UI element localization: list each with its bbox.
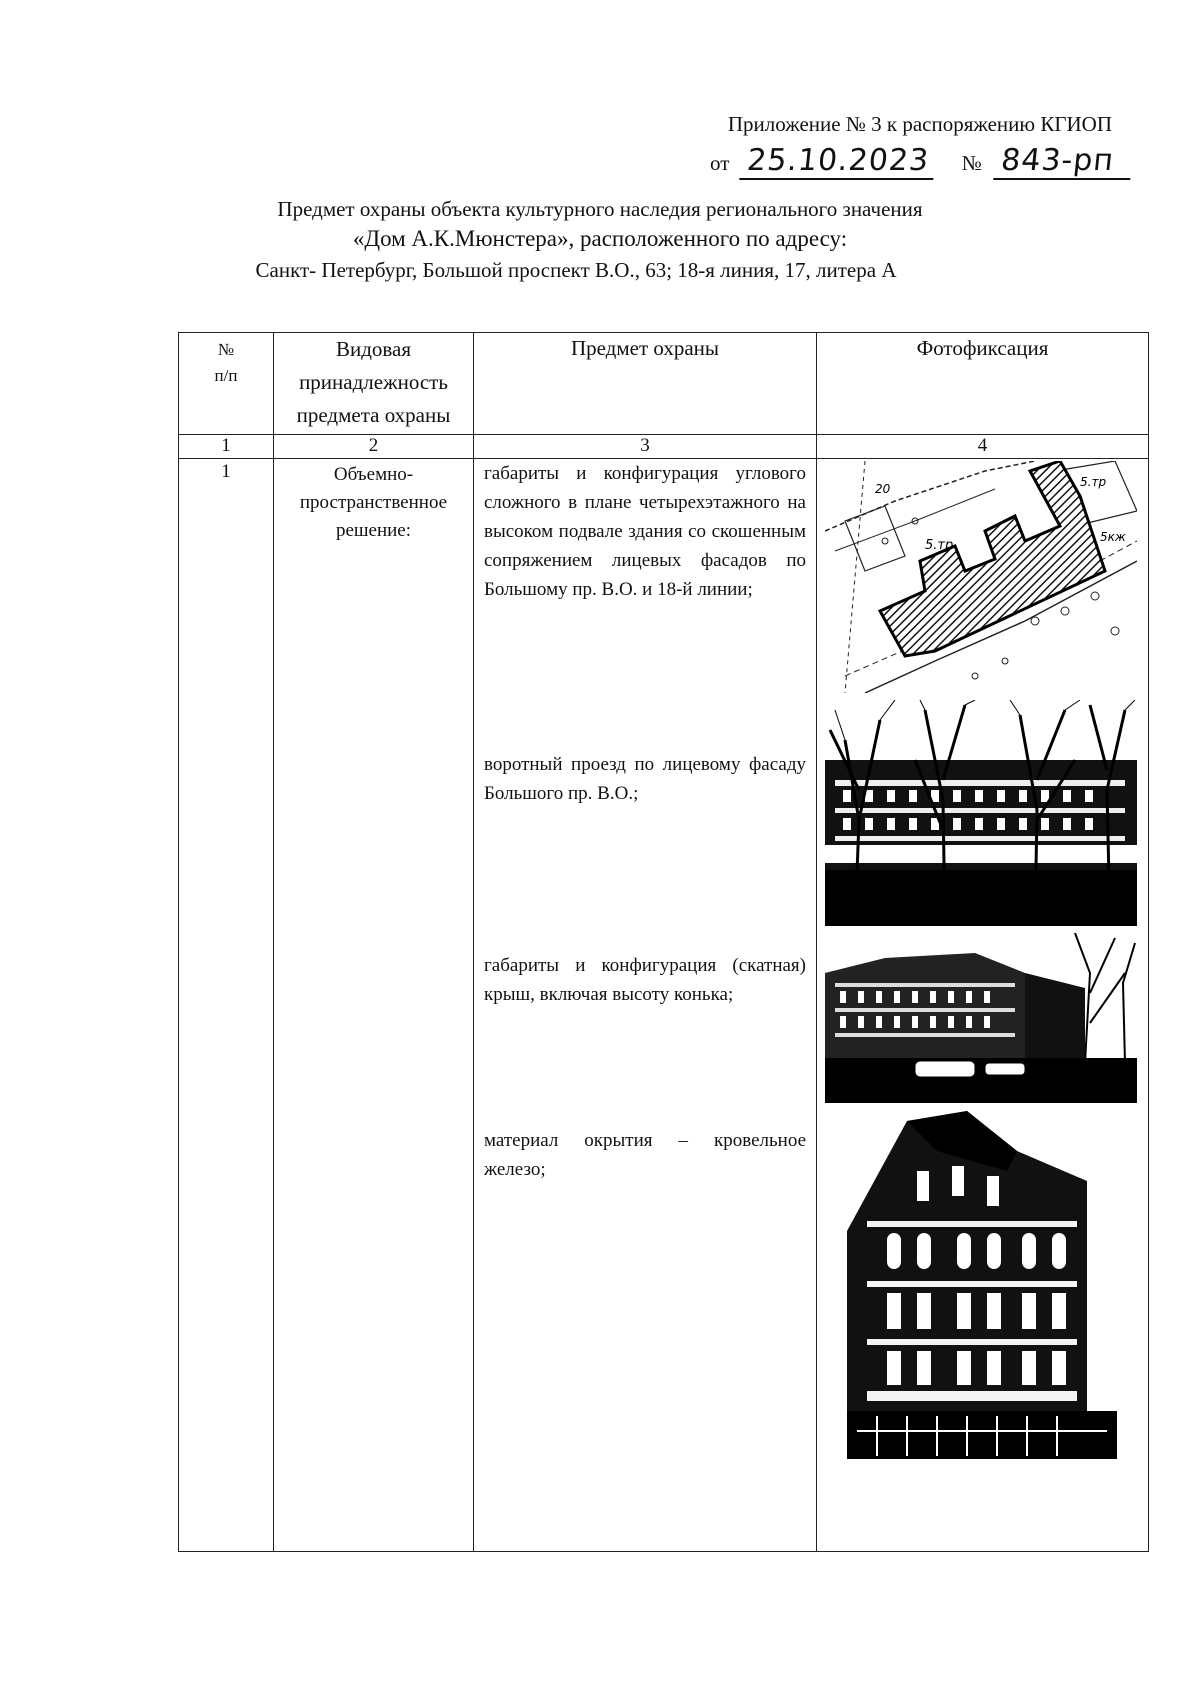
subject-item-3: габариты и конфигурация (скатная) крыш, включая высоту конька; (484, 955, 806, 1005)
facade-photo (825, 700, 1137, 926)
site-plan-drawing (825, 461, 1137, 693)
annex-label: Приложение № 3 к распоряжению КГИОП (727, 112, 1112, 136)
header-number (179, 333, 274, 435)
corner-facade-photo-drawing (847, 1111, 1117, 1459)
corner-facade-photo (847, 1111, 1117, 1459)
header-number-line1: № (217, 340, 235, 359)
row-kind-line1: Объемно- (333, 464, 414, 485)
document-title-line3: Санкт- Петербург, Большой проспект В.О., 63; 18-я линия, 17, литера А (255, 258, 897, 282)
row-kind-line3: решение: (335, 520, 412, 541)
protection-subject-table (178, 332, 1149, 1552)
column-number-row (179, 435, 1149, 459)
plan-label-floors-b: 5.тр (1080, 475, 1107, 489)
plan-label-street-num: 20 (875, 482, 891, 496)
column-number: 2 (274, 435, 474, 459)
header-photo: Фотофиксация (817, 333, 1149, 435)
plan-label-floors-a: 5.тр (925, 538, 954, 553)
row-description (474, 459, 817, 1552)
row-kind-line2: пространственное (299, 492, 448, 513)
header-kind-line3: предмета охраны (296, 403, 451, 427)
subject-item-1: габариты и конфигурация углового сложного в плане четырехэтажного на высоком подвале здания со скошенным сопряжением лицевых фасадов по Большому пр. В.О. и 18-й линии; (484, 463, 806, 600)
table-row (179, 459, 1149, 1552)
date-prefix: от (710, 151, 730, 175)
row-photos (817, 459, 1149, 1552)
header-subject: Предмет охраны (474, 333, 817, 435)
header-kind-line2: принадлежность (299, 370, 448, 394)
document-title-line2: «Дом А.К.Мюнстера», расположенного по адресу: (352, 226, 848, 251)
row-number: 1 (179, 459, 274, 1552)
site-plan-image (825, 461, 1137, 693)
row-kind (274, 459, 474, 1552)
column-number: 3 (474, 435, 817, 459)
facade-photo-drawing (825, 700, 1137, 926)
corner-view-photo (825, 933, 1137, 1103)
column-number: 4 (817, 435, 1149, 459)
number-prefix: № (961, 151, 982, 175)
header-number-line2: п/п (214, 366, 238, 385)
order-date-line (710, 143, 1132, 180)
subject-item-4: материал окрытия – кровельное железо; (484, 1130, 806, 1180)
corner-view-photo-drawing (825, 933, 1137, 1103)
document-title-line1: Предмет охраны объекта культурного наследия регионального значения (277, 197, 923, 221)
column-number: 1 (179, 435, 274, 459)
order-date: 25.10.2023 (739, 146, 936, 180)
table-header-row (179, 333, 1149, 435)
plan-label-floors-c: 5кж (1100, 530, 1126, 544)
header-kind-line1: Видовая (335, 337, 412, 361)
subject-item-2: воротный проезд по лицевому фасаду Большого пр. В.О.; (484, 754, 806, 804)
order-number: 843-рп (993, 146, 1133, 180)
header-kind (274, 333, 474, 435)
